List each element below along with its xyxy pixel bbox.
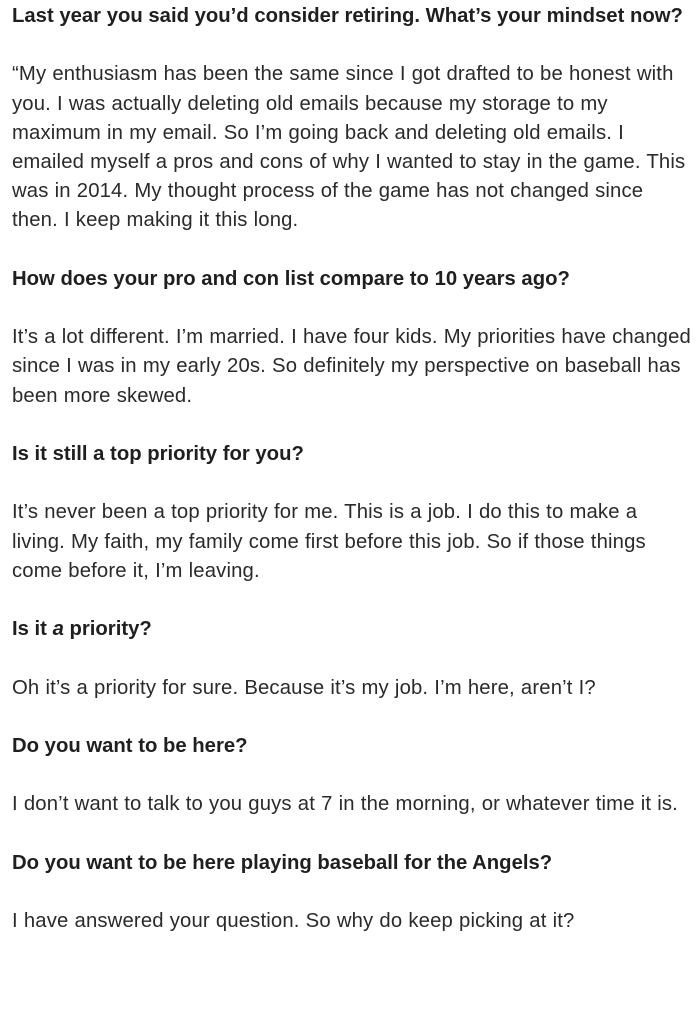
answer-priorities-changed: It’s a lot different. I’m married. I have four kids. My priorities have changed since I was in my early 20s. So definitely my perspective on baseball has been more skewed.: [12, 326, 691, 407]
paragraph-gap: [12, 31, 692, 60]
paragraph-gap: [12, 294, 692, 323]
paragraph-gap: [12, 761, 692, 790]
paragraph-gap: [12, 703, 692, 732]
answer-picking-at-it: I have answered your question. So why do keep picking at it?: [12, 910, 575, 933]
question-top-priority: Is it still a top priority for you?: [12, 442, 304, 465]
paragraph-gap: [12, 236, 692, 265]
question-pro-con-list: How does your pro and con list compare to 10 years ago?: [12, 267, 570, 290]
paragraph-gap: [12, 469, 692, 498]
interview-article: [12, 2, 692, 936]
paragraph-gap: [12, 878, 692, 907]
answer-morning: I don’t want to talk to you guys at 7 in the morning, or whatever time it is.: [12, 793, 678, 816]
question-angels: Do you want to be here playing baseball for the Angels?: [12, 851, 553, 874]
question-want-to-be-here: Do you want to be here?: [12, 734, 248, 757]
question-a-priority-after: priority?: [63, 618, 152, 641]
paragraph-gap: [12, 411, 692, 440]
answer-never-top-priority: It’s never been a top priority for me. This is a job. I do this to make a living. My faith, my family come first before this job. So if those things come before it, I’m leaving.: [12, 501, 646, 582]
paragraph-gap: [12, 586, 692, 615]
paragraph-gap: [12, 644, 692, 673]
question-a-priority-before: Is it: [12, 618, 53, 641]
question-a-priority: [12, 615, 692, 644]
question-a-priority-emphasis: a: [52, 618, 64, 641]
answer-priority-for-sure: Oh it’s a priority for sure. Because it’s my job. I’m here, aren’t I?: [12, 676, 596, 699]
question-retiring-mindset: Last year you said you’d consider retiring. What’s your mindset now?: [12, 5, 683, 27]
answer-enthusiasm: “My enthusiasm has been the same since I got drafted to be honest with you. I was actually deleting old emails because my storage to my maximum in my email. So I’m going back and deleting old emails. I emailed myself a pros and cons of why I wanted to stay in the game. This was in 2014. My thought process of the game has not changed since then. I keep making it this long.: [12, 63, 686, 232]
paragraph-gap: [12, 820, 692, 849]
